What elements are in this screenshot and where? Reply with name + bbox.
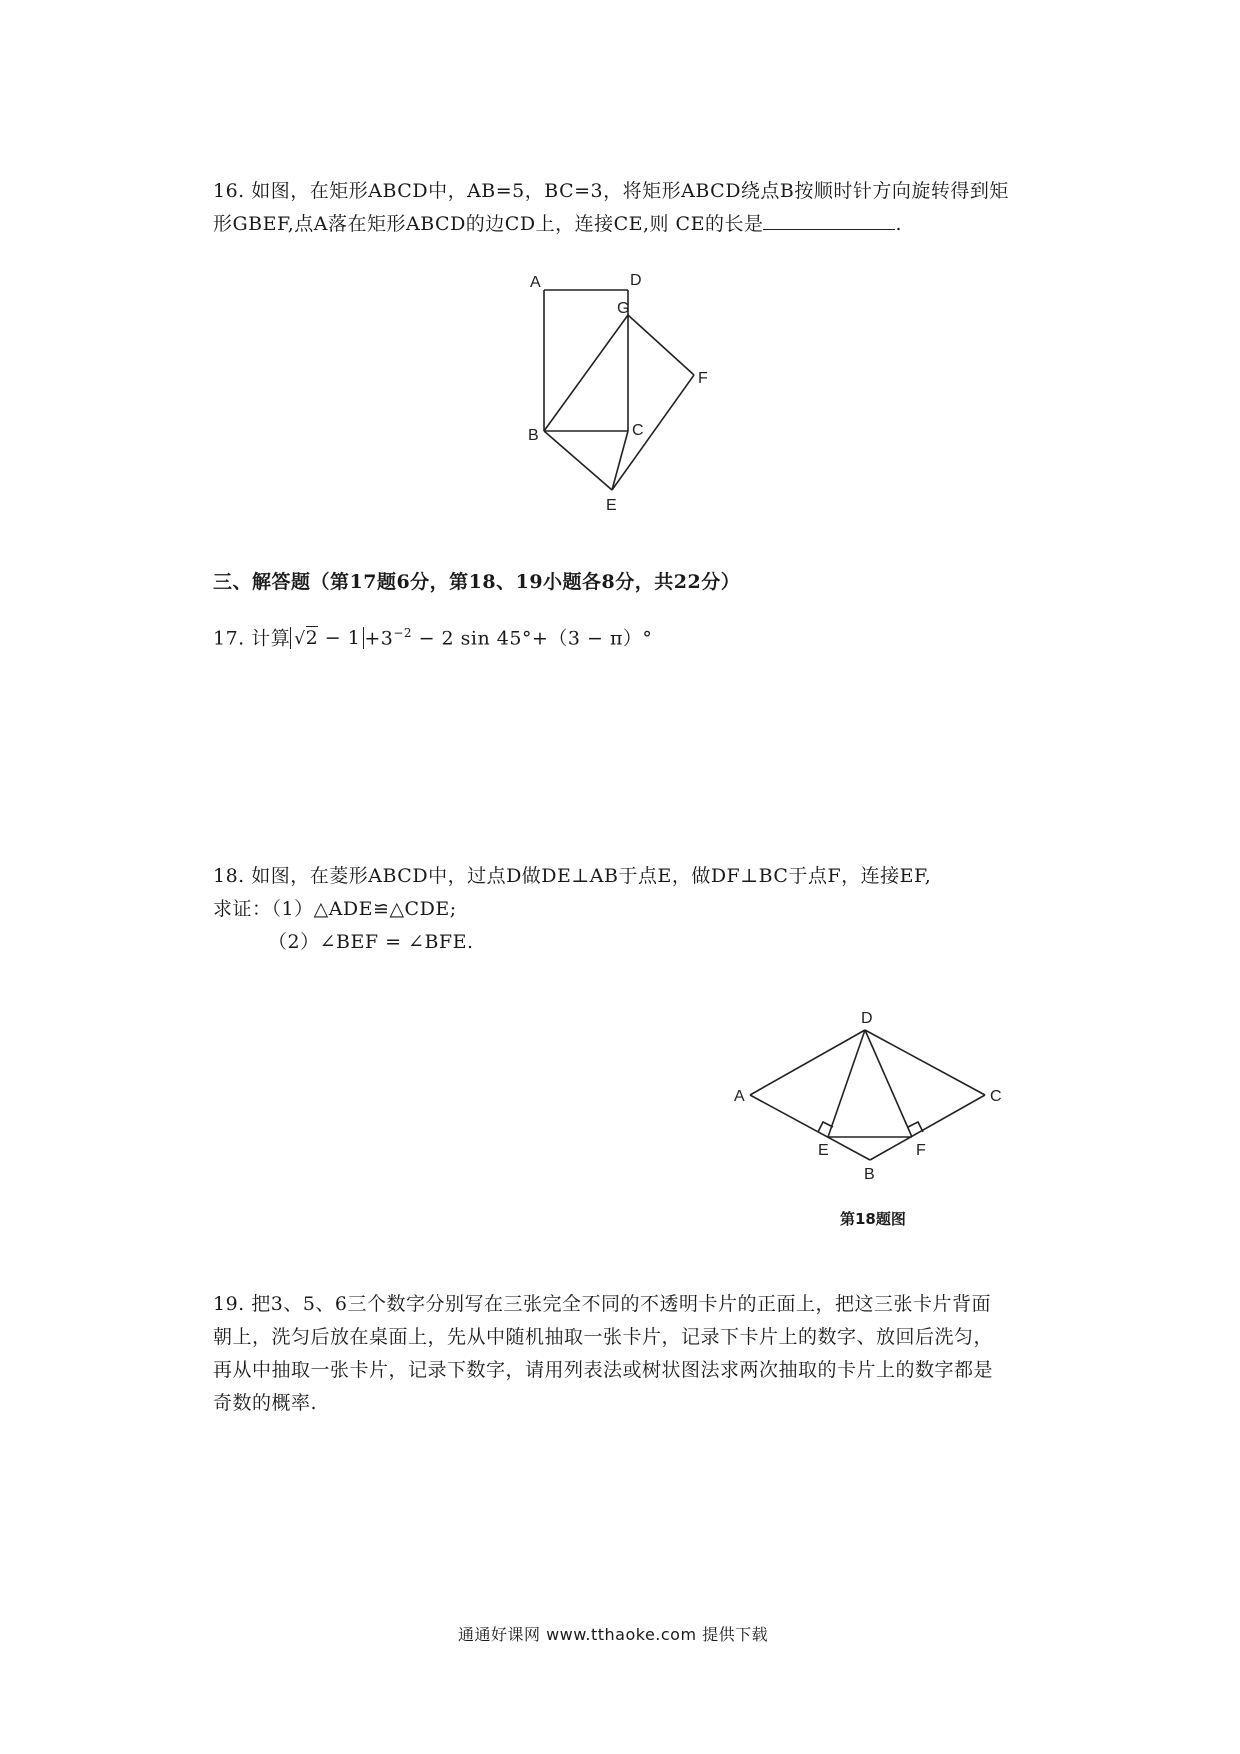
q17-number: 17.	[213, 627, 245, 650]
q16-segment-be	[544, 431, 612, 490]
q17-abs-tail: − 1	[318, 627, 361, 650]
q16-segment-gf	[628, 315, 694, 375]
q18-label-e: E	[818, 1142, 829, 1159]
q18-segment-de	[828, 1030, 865, 1137]
q16-segment-fe	[612, 375, 694, 490]
q18-figure	[730, 1005, 1010, 1195]
q16-label-d: D	[630, 272, 642, 289]
q17-root: 2	[305, 627, 319, 650]
q17-line	[213, 617, 652, 655]
q18-figure-caption: 第18题图	[840, 1210, 906, 1228]
q18-segment-df	[865, 1030, 912, 1137]
q18-segment-ba	[750, 1095, 870, 1160]
q19-line4: 奇数的概率.	[213, 1392, 318, 1414]
q16-label-e: E	[606, 497, 617, 514]
q18-segment-cb	[870, 1095, 985, 1160]
q18-label-f: F	[916, 1142, 926, 1159]
q16-label-c: C	[632, 422, 644, 439]
q18-segment-dc	[865, 1030, 985, 1095]
q16-line1: 16. 如图，在矩形ABCD中，AB=5，BC=3，将矩形ABCD绕点B按顺时针方向旋转得到矩	[213, 180, 1009, 202]
q17-exponent: −2	[393, 626, 413, 640]
footer-source: 通通好课网 www.tthaoke.com 提供下载	[458, 1625, 769, 1644]
q18-label-c: C	[990, 1088, 1002, 1105]
q16-line2-end: .	[895, 213, 903, 235]
q16-label-g: G	[617, 300, 630, 317]
q18-label-a: A	[734, 1088, 745, 1105]
q18-line1: 18. 如图，在菱形ABCD中，过点D做DE⊥AB于点E，做DF⊥BC于点F，连接EF,	[213, 865, 932, 887]
q16-label-b: B	[528, 427, 539, 444]
q19-line1: 19. 把3、5、6三个数字分别写在三张完全不同的不透明卡片的正面上，把这三张卡片背面	[213, 1293, 992, 1315]
q16-figure	[520, 265, 720, 515]
q16-label-f: F	[698, 370, 708, 387]
q16-line2	[213, 208, 902, 240]
q19-line2: 朝上，洗匀后放在桌面上，先从中随机抽取一张卡片，记录下卡片上的数字、放回后洗匀，	[213, 1326, 994, 1348]
q16-label-a: A	[530, 274, 541, 291]
q17-exp-base: +3	[364, 627, 394, 650]
q16-segment-ce	[612, 431, 628, 490]
q17-sqrt-sign: √	[294, 629, 306, 650]
q16-answer-blank	[763, 209, 895, 230]
q18-label-b: B	[864, 1166, 875, 1183]
section3-heading: 三、解答题（第17题6分，第18、19小题各8分，共22分）	[213, 571, 741, 593]
q19-line3: 再从中抽取一张卡片，记录下数字，请用列表法或树状图法求两次抽取的卡片上的数字都是	[213, 1359, 994, 1381]
q17-abs-value	[290, 627, 364, 649]
q17-prefix: 计算	[251, 627, 291, 650]
q18-line3: （2）∠BEF = ∠BFE.	[268, 931, 474, 953]
q16-line2-text: 形GBEF,点A落在矩形ABCD的边CD上，连接CE,则 CE的长是	[213, 213, 764, 235]
q17-tail: − 2 sin 45°+（3 − π）°	[412, 627, 653, 650]
q16-segment-bg	[544, 315, 628, 431]
q18-segment-ad	[750, 1030, 865, 1095]
q18-label-d: D	[861, 1010, 873, 1027]
q18-line2: 求证：（1）△ADE≌△CDE;	[213, 898, 457, 920]
